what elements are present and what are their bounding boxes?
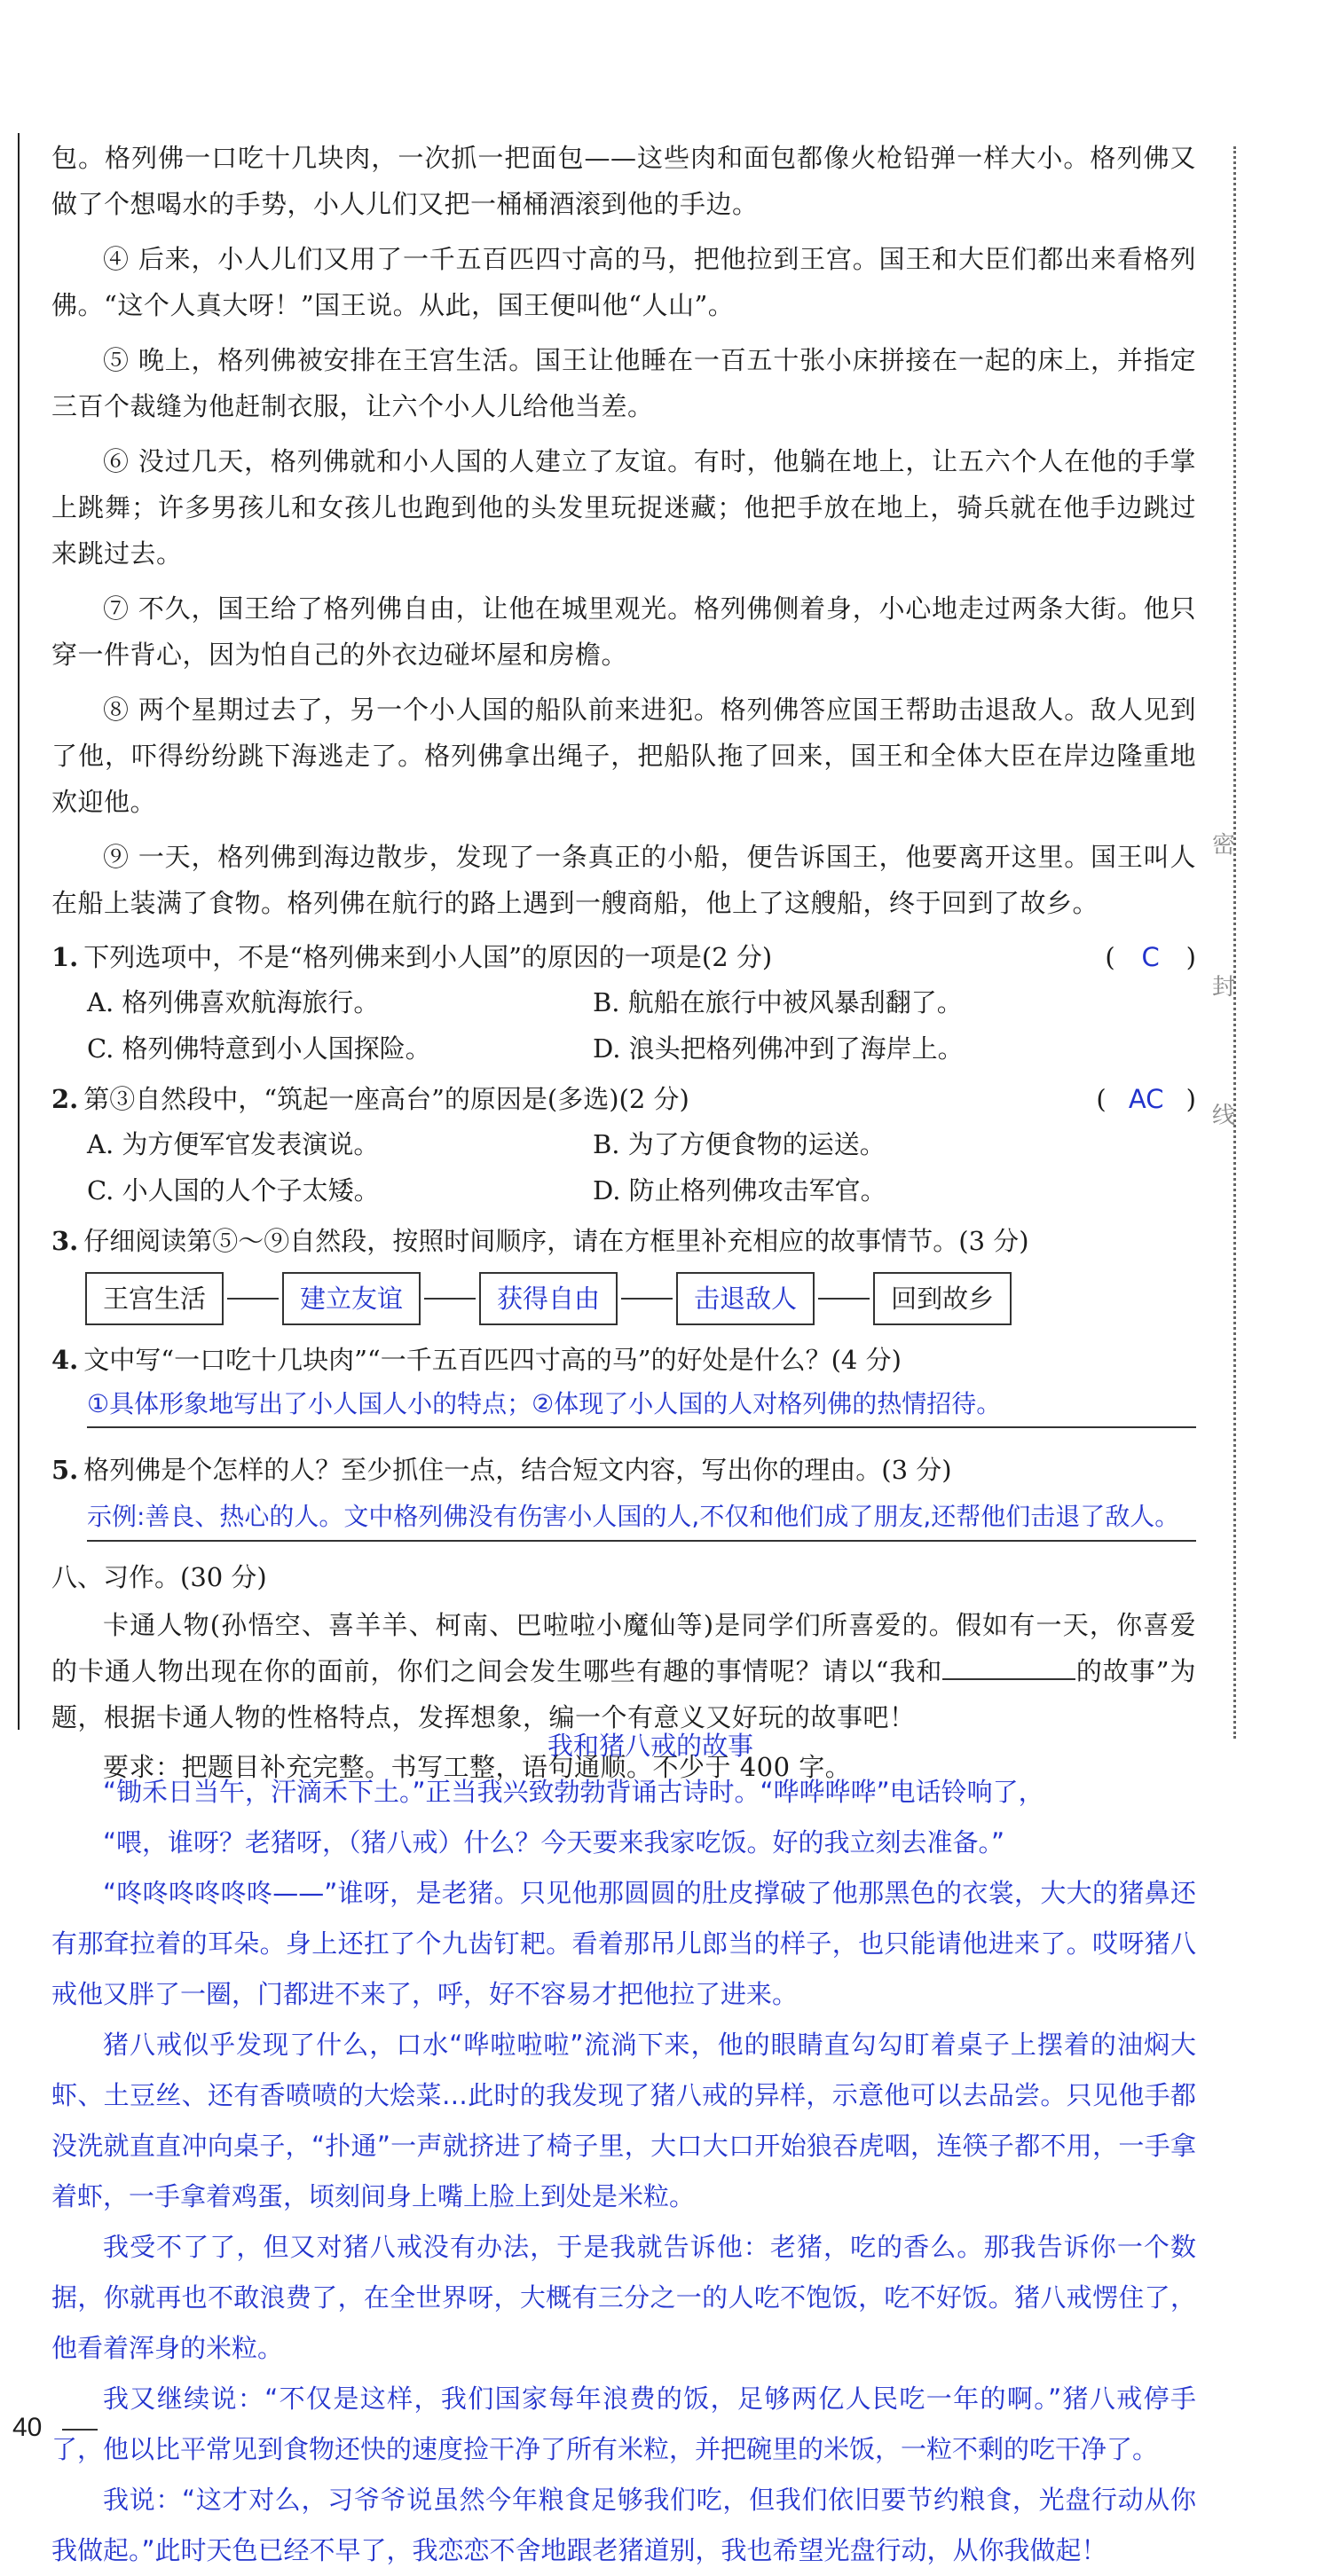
question-text: 下列选项中，不是“格列佛来到小人国”的原因的一项是(2 分) xyxy=(83,942,773,972)
question-text: 格列佛是个怎样的人？至少抓住一点，结合短文内容，写出你的理由。(3 分) xyxy=(83,1455,952,1485)
plot-box: 回到故乡 xyxy=(873,1272,1012,1325)
option-c: C. 小人国的人个子太矮。 xyxy=(87,1175,380,1206)
prompt-text: 卡通人物(孙悟空、喜羊羊、柯南、巴啦啦小魔仙等)是同学们所喜爱的。假如有一天，你喜爱的卡通人物出现在你的面前，你们之间会发生哪些有趣的事情呢？请以“我和 xyxy=(51,1610,1196,1686)
passage-paragraph: ⑨ 一天，格列佛到海边散步，发现了一条真正的小船，便告诉国王，他要离开这里。国王叫人在船上装满了食物。格列佛在航行的路上遇到一艘商船，他上了这艘船，终于回到了故乡。 xyxy=(51,842,1196,918)
option-d: D. 浪头把格列佛冲到了海岸上。 xyxy=(593,1033,964,1064)
title-blank xyxy=(942,1652,1075,1680)
options-q1 xyxy=(87,979,1196,1072)
connector xyxy=(424,1298,476,1300)
question-number: 3. xyxy=(51,1226,79,1256)
passage-paragraph: ⑤ 晚上，格列佛被安排在王宫生活。国王让他睡在一百五十张小床拼接在一起的床上，并指定三百个裁缝为他赶制衣服，让六个小人儿给他当差。 xyxy=(51,345,1196,421)
writing-requirement: 要求：把题目补充完整。书写工整，语句通顺。不少于 400 字。 xyxy=(103,1752,852,1782)
section-8-heading: 八、习作。(30 分) xyxy=(51,1562,267,1592)
question-text: 仔细阅读第⑤～⑨自然段，按照时间顺序，请在方框里补充相应的故事情节。(3 分) xyxy=(83,1226,1029,1256)
option-d: D. 防止格列佛攻击军官。 xyxy=(593,1175,886,1206)
essay-paragraph: 我又继续说：“不仅是这样，我们国家每年浪费的饭，足够两亿人民吃一年的啊。”猪八戒停手了，他以比平常见到食物还快的速度捡干净了所有米粒，并把碗里的米饭，一粒不剩的吃干净了。 xyxy=(51,2384,1196,2464)
question-1 xyxy=(51,935,1196,979)
passage-paragraph: ④ 后来，小人儿们又用了一千五百匹四寸高的马，把他拉到王宫。国王和大臣们都出来看格列佛。“这个人真大呀！”国王说。从此，国王便叫他“人山”。 xyxy=(51,244,1196,320)
passage-paragraph: ⑧ 两个星期过去了，另一个小人国的船队前来进犯。格列佛答应国王帮助击退敌人。敌人见到了他，吓得纷纷跳下海逃走了。格列佛拿出绳子，把船队拖了回来，国王和全体大臣在岸边隆重地欢迎他。 xyxy=(51,695,1196,817)
left-margin-rule xyxy=(18,133,20,1730)
connector xyxy=(621,1298,673,1300)
connector xyxy=(227,1298,279,1300)
passage-paragraph: ⑦ 不久，国王给了格列佛自由，让他在城里观光。格列佛侧着身，小心地走过两条大街。他只穿一件背心，因为怕自己的外衣边碰坏屋和房檐。 xyxy=(51,593,1196,670)
seal-mark-mi: 密 xyxy=(1212,832,1236,859)
plot-box: 获得自由 xyxy=(479,1272,618,1325)
answer-parens: ( AC ) xyxy=(1096,1077,1196,1121)
question-3 xyxy=(51,1219,1196,1263)
answer-line-q5: 示例:善良、热心的人。文中格列佛没有伤害小人国的人,不仅和他们成了朋友,还帮他们击退了敌人。 xyxy=(87,1492,1196,1542)
passage-paragraph: 包。格列佛一口吃十几块肉，一次抓一把面包——这些肉和面包都像火枪铅弹一样大小。格列佛又做了个想喝水的手势，小人儿们又把一桶桶酒滚到他的手边。 xyxy=(51,143,1196,219)
option-a: A. 格列佛喜欢航海旅行。 xyxy=(87,987,380,1017)
connector xyxy=(818,1298,870,1300)
essay-paragraph: “咚咚咚咚咚咚——”谁呀，是老猪。只见他那圆圆的肚皮撑破了他那黑色的衣裳，大大的猪鼻还有那耷拉着的耳朵。身上还扛了个九齿钉耙。看着那吊儿郎当的样子，也只能请他进来了。哎呀猪八戒他又胖了一圈，门都进不来了，呼，好不容易才把他拉了进来。 xyxy=(51,1878,1196,2009)
seal-mark-xian: 线 xyxy=(1212,1103,1236,1129)
plot-box: 击退敌人 xyxy=(676,1272,815,1325)
essay-paragraph: 猪八戒似乎发现了什么，口水“哗啦啦啦”流淌下来，他的眼睛直勾勾盯着桌子上摆着的油焖大虾、土豆丝、还有香喷喷的大烩菜…此时的我发现了猪八戒的异样，示意他可以去品尝。只见他手都没洗就直直冲向桌子，“扑通”一声就挤进了椅子里，大口大口开始狼吞虎咽，连筷子都不用，一手拿着虾，一手拿着鸡蛋，顷刻间身上嘴上脸上到处是米粒。 xyxy=(51,2030,1196,2211)
answer-line-q4: ①具体形象地写出了小人国人小的特点；②体现了小人国的人对格列佛的热情招待。 xyxy=(87,1382,1196,1428)
answer-parens: ( C ) xyxy=(1105,935,1196,979)
essay-paragraph: 我受不了了，但又对猪八戒没有办法，于是我就告诉他：老猪，吃的香么。那我告诉你一个数据，你就再也不敢浪费了，在全世界呀，大概有三分之一的人吃不饱饭，吃不好饭。猪八戒愣住了，他看着浑身的米粒。 xyxy=(51,2232,1196,2363)
question-text: 文中写“一口吃十几块肉”“一千五百匹四寸高的马”的好处是什么？(4 分) xyxy=(83,1345,902,1375)
plot-box: 王宫生活 xyxy=(85,1272,224,1325)
question-5 xyxy=(51,1448,1196,1492)
writing-prompt xyxy=(51,1602,1196,1740)
essay-body xyxy=(51,1767,1196,2576)
seal-line xyxy=(1233,146,1236,1739)
option-a: A. 为方便军官发表演说。 xyxy=(87,1129,380,1159)
plot-box: 建立友谊 xyxy=(282,1272,421,1325)
option-c: C. 格列佛特意到小人国探险。 xyxy=(87,1033,431,1064)
plot-flow xyxy=(85,1272,1196,1325)
page-number: 40 xyxy=(12,2413,43,2442)
options-q2 xyxy=(87,1121,1196,1213)
answer-choice: AC xyxy=(1128,1084,1164,1114)
essay-paragraph: “锄禾日当午，汗滴禾下土。”正当我兴致勃勃背诵古诗时。“哗哗哗哗”电话铃响了， xyxy=(103,1777,1044,1807)
option-b: B. 为了方便食物的运送。 xyxy=(593,1129,886,1159)
option-b: B. 航船在旅行中被风暴刮翻了。 xyxy=(593,987,963,1017)
question-number: 1. xyxy=(51,942,79,972)
passage-paragraph: ⑥ 没过几天，格列佛就和小人国的人建立了友谊。有时，他躺在地上，让五六个人在他的手掌上跳舞；许多男孩儿和女孩儿也跑到他的头发里玩捉迷藏；他把手放在地上，骑兵就在他手边跳过来跳过去。 xyxy=(51,446,1196,569)
question-number: 5. xyxy=(51,1455,79,1485)
passage xyxy=(51,135,1196,1799)
question-number: 4. xyxy=(51,1345,79,1375)
question-text: 第③自然段中，“筑起一座高台”的原因是(多选)(2 分) xyxy=(83,1084,689,1114)
question-number: 2. xyxy=(51,1084,79,1114)
prompt-text-2: 的故事”为题，根据卡通人物的性格特点，发挥想象，编一个有意义又好玩的故事吧！ xyxy=(51,1656,1197,1732)
essay xyxy=(51,1724,1196,2576)
page-number-dash xyxy=(62,2429,98,2431)
essay-paragraph: 我说：“这才对么，习爷爷说虽然今年粮食足够我们吃，但我们依旧要节约粮食，光盘行动从你我做起。”此时天色已经不早了，我恋恋不舍地跟老猪道别，我也希望光盘行动，从你我做起！ xyxy=(51,2485,1196,2565)
essay-paragraph: “喂，谁呀？老猪呀，（猪八戒）什么？今天要来我家吃饭。好的我立刻去准备。” xyxy=(103,1827,1005,1857)
question-4 xyxy=(51,1338,1196,1382)
seal-mark-feng: 封 xyxy=(1212,974,1236,1001)
question-2 xyxy=(51,1077,1196,1121)
essay-title: 我和猪八戒的故事 xyxy=(547,1731,753,1761)
answer-choice: C xyxy=(1141,942,1160,972)
